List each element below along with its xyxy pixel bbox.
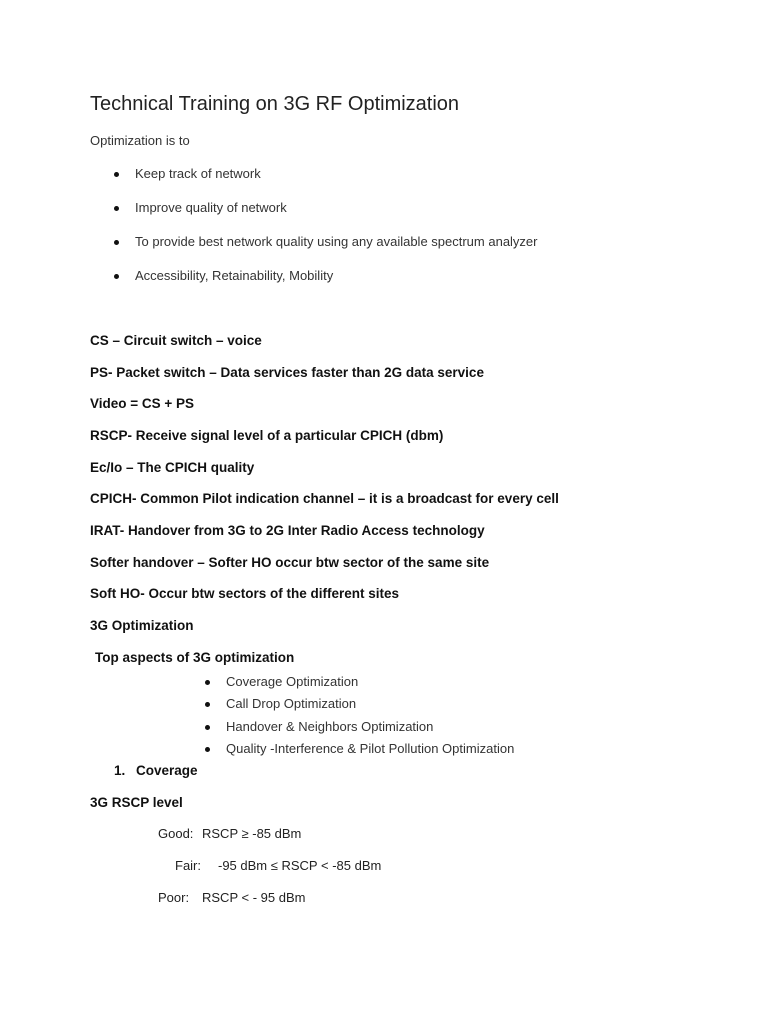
definition-softer-handover: Softer handover – Softer HO occur btw sector of the same site: [90, 555, 490, 570]
definition-ecio: Ec/Io – The CPICH quality: [90, 460, 255, 475]
definition-cs: CS – Circuit switch – voice: [90, 333, 262, 348]
definition-video: Video = CS + PS: [90, 396, 195, 411]
intro-text: Optimization is to: [90, 133, 190, 148]
rscp-good-value: RSCP ≥ -85 dBm: [202, 826, 302, 841]
intro-bullet-item: [135, 268, 333, 283]
rscp-poor-value: RSCP < - 95 dBm: [202, 890, 306, 905]
aspect-item: [226, 741, 514, 756]
document-title: Technical Training on 3G RF Optimization: [90, 93, 460, 115]
rscp-fair-value: -95 dBm ≤ RSCP < -85 dBm: [218, 858, 382, 873]
aspect-text: Quality -Interference & Pilot Pollution Optimization: [226, 741, 515, 756]
definition-irat: IRAT- Handover from 3G to 2G Inter Radio Access technology: [90, 523, 485, 538]
rscp-good-label: Good:: [158, 826, 194, 841]
bullet-icon: [205, 747, 210, 752]
intro-bullet-text: To provide best network quality using any available spectrum analyzer: [135, 234, 538, 249]
aspects-heading: Top aspects of 3G optimization: [95, 650, 295, 665]
definition-soft-ho: Soft HO- Occur btw sectors of the different sites: [90, 586, 400, 601]
numbered-item-number: 1.: [114, 763, 126, 778]
aspect-item: [226, 719, 433, 734]
aspect-text: Coverage Optimization: [226, 674, 359, 689]
intro-bullet-item: [135, 200, 287, 215]
bullet-icon: [205, 702, 210, 707]
aspect-text: Handover & Neighbors Optimization: [226, 719, 434, 734]
numbered-item-coverage: Coverage: [136, 763, 198, 778]
rscp-fair-label: Fair:: [175, 858, 201, 873]
definition-cpich: CPICH- Common Pilot indication channel – it is a broadcast for every cell: [90, 491, 559, 506]
bullet-icon: [114, 206, 119, 211]
aspect-item: [226, 674, 358, 689]
bullet-icon: [114, 240, 119, 245]
rscp-poor-label: Poor:: [158, 890, 190, 905]
bullet-icon: [205, 680, 210, 685]
definition-ps: PS- Packet switch – Data services faster than 2G data service: [90, 365, 484, 380]
aspect-text: Call Drop Optimization: [226, 696, 357, 711]
definition-rscp: RSCP- Receive signal level of a particular CPICH (dbm): [90, 428, 444, 443]
bullet-icon: [205, 725, 210, 730]
intro-bullet-item: [135, 234, 538, 249]
intro-bullet-text: Improve quality of network: [135, 200, 287, 215]
section-3g-optimization: 3G Optimization: [90, 618, 194, 633]
intro-bullet-item: [135, 166, 261, 181]
rscp-heading: 3G RSCP level: [90, 795, 183, 810]
aspect-item: [226, 696, 356, 711]
bullet-icon: [114, 172, 119, 177]
intro-bullet-text: Accessibility, Retainability, Mobility: [135, 268, 334, 283]
intro-bullet-text: Keep track of network: [135, 166, 261, 181]
bullet-icon: [114, 274, 119, 279]
